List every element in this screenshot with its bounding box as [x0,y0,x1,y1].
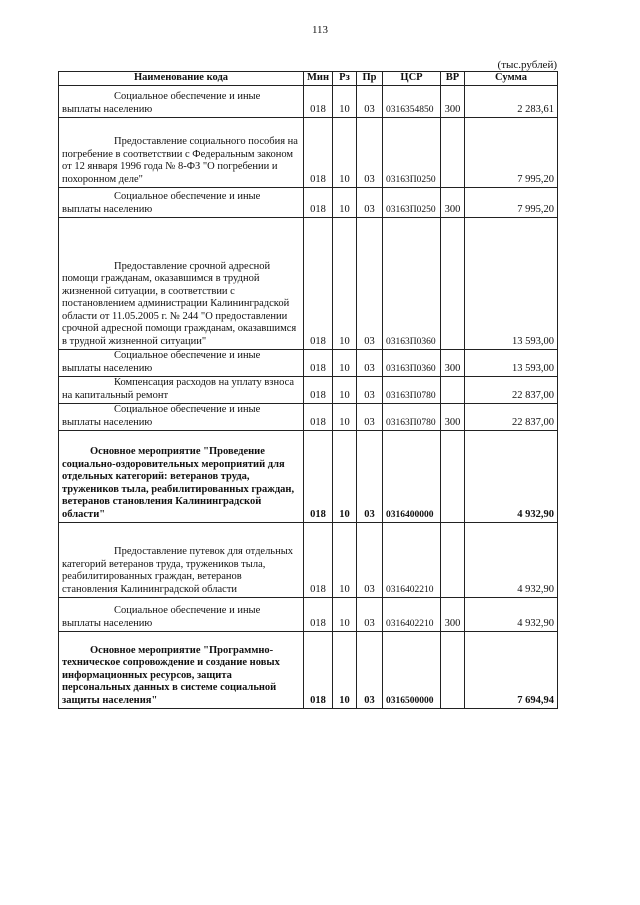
table-header-row [59,72,558,86]
table-row [59,188,558,218]
header-pr: Пр [357,72,383,86]
row-vr [441,118,465,188]
row-pr: 03 [357,118,383,188]
row-sum: 4 932,90 [465,523,558,598]
row-name: Социальное обеспечение и иные выплаты населению [62,404,261,428]
table-row [59,350,558,377]
row-sum: 22 837,00 [465,377,558,404]
row-min: 018 [304,431,333,523]
row-rz: 10 [333,350,357,377]
table-row [59,404,558,431]
row-rz: 10 [333,598,357,632]
row-min: 018 [304,188,333,218]
header-min: Мин [304,72,333,86]
row-min: 018 [304,86,333,118]
row-rz: 10 [333,632,357,709]
row-pr: 03 [357,523,383,598]
row-sum: 4 932,90 [465,431,558,523]
row-pr: 03 [357,86,383,118]
row-rz: 10 [333,404,357,431]
row-sum: 13 593,00 [465,218,558,350]
row-csr: 0316500000 [383,632,441,709]
row-min: 018 [304,118,333,188]
row-name: Социальное обеспечение и иные выплаты населению [62,605,261,629]
row-sum: 22 837,00 [465,404,558,431]
row-vr [441,632,465,709]
table-row [59,598,558,632]
row-csr: 03163П0780 [383,404,441,431]
row-csr: 03163П0360 [383,218,441,350]
row-min: 018 [304,218,333,350]
row-name: Основное мероприятие "Проведение социально-оздоровительных мероприятий для отдельных категорий: ветеранов труда, тружеников тыла, реабилитированных граждан, ветеранов становления Калининградской области" [62,446,295,520]
row-vr [441,377,465,404]
row-sum: 7 995,20 [465,118,558,188]
row-vr: 300 [441,598,465,632]
row-vr: 300 [441,404,465,431]
row-sum: 7 995,20 [465,188,558,218]
header-csr: ЦСР [383,72,441,86]
row-min: 018 [304,404,333,431]
row-name: Социальное обеспечение и иные выплаты населению [62,350,261,374]
table-row [59,118,558,188]
row-rz: 10 [333,118,357,188]
header-name: Наименование кода [59,72,304,86]
table-row [59,218,558,350]
row-name: Социальное обеспечение и иные выплаты населению [62,191,261,215]
header-vr: ВР [441,72,465,86]
header-sum: Сумма [465,72,558,86]
table-row [59,86,558,118]
page-number: 113 [311,24,329,36]
units-label: (тыс.рублей) [497,59,557,71]
row-csr: 03163П0780 [383,377,441,404]
budget-table [58,71,558,709]
row-min: 018 [304,350,333,377]
row-rz: 10 [333,218,357,350]
row-rz: 10 [333,377,357,404]
row-vr: 300 [441,188,465,218]
row-name: Предоставление путевок для отдельных категорий ветеранов труда, тружеников тыла, реабилитированных граждан, ветеранов становления Калининградской области [62,546,294,595]
row-csr: 03163П0360 [383,350,441,377]
row-name: Предоставление социального пособия на погребение в соответствии с Федеральным законом от 12 января 1996 года № 8-ФЗ "О погребении и похоронном деле" [62,136,298,185]
row-sum: 4 932,90 [465,598,558,632]
row-csr: 03163П0250 [383,188,441,218]
row-pr: 03 [357,632,383,709]
row-vr [441,218,465,350]
row-name: Основное мероприятие "Программно-техническое сопровождение и создание новых информационных ресурсов, защита персональных данных в системе социальной защиты населения" [62,644,280,706]
row-pr: 03 [357,188,383,218]
row-pr: 03 [357,350,383,377]
row-name: Компенсация расходов на уплату взноса на капитальный ремонт [62,377,295,401]
row-sum: 13 593,00 [465,350,558,377]
header-rz: Рз [333,72,357,86]
row-vr: 300 [441,86,465,118]
table-row [59,523,558,598]
row-csr: 0316354850 [383,86,441,118]
row-rz: 10 [333,86,357,118]
row-min: 018 [304,377,333,404]
row-sum: 7 694,94 [465,632,558,709]
row-pr: 03 [357,598,383,632]
row-csr: 0316402210 [383,598,441,632]
row-name: Предоставление срочной адресной помощи гражданам, оказавшимся в трудной жизненной ситуации, в соответствии с постановлением администрации Калининградской области от 11.05.2005 г. № 244 "О предоставлении срочной адресной помощи гражданам, оказавшимся в трудной жизненной ситуации" [62,260,297,347]
table-row [59,377,558,404]
row-rz: 10 [333,523,357,598]
table-row [59,431,558,523]
row-min: 018 [304,523,333,598]
row-pr: 03 [357,377,383,404]
row-pr: 03 [357,404,383,431]
table-row [59,632,558,709]
row-pr: 03 [357,431,383,523]
row-vr: 300 [441,350,465,377]
row-csr: 0316400000 [383,431,441,523]
row-csr: 0316402210 [383,523,441,598]
row-pr: 03 [357,218,383,350]
row-vr [441,431,465,523]
row-vr [441,523,465,598]
row-min: 018 [304,632,333,709]
row-min: 018 [304,598,333,632]
row-rz: 10 [333,188,357,218]
row-csr: 03163П0250 [383,118,441,188]
row-rz: 10 [333,431,357,523]
row-name: Социальное обеспечение и иные выплаты населению [62,91,261,115]
row-sum: 2 283,61 [465,86,558,118]
